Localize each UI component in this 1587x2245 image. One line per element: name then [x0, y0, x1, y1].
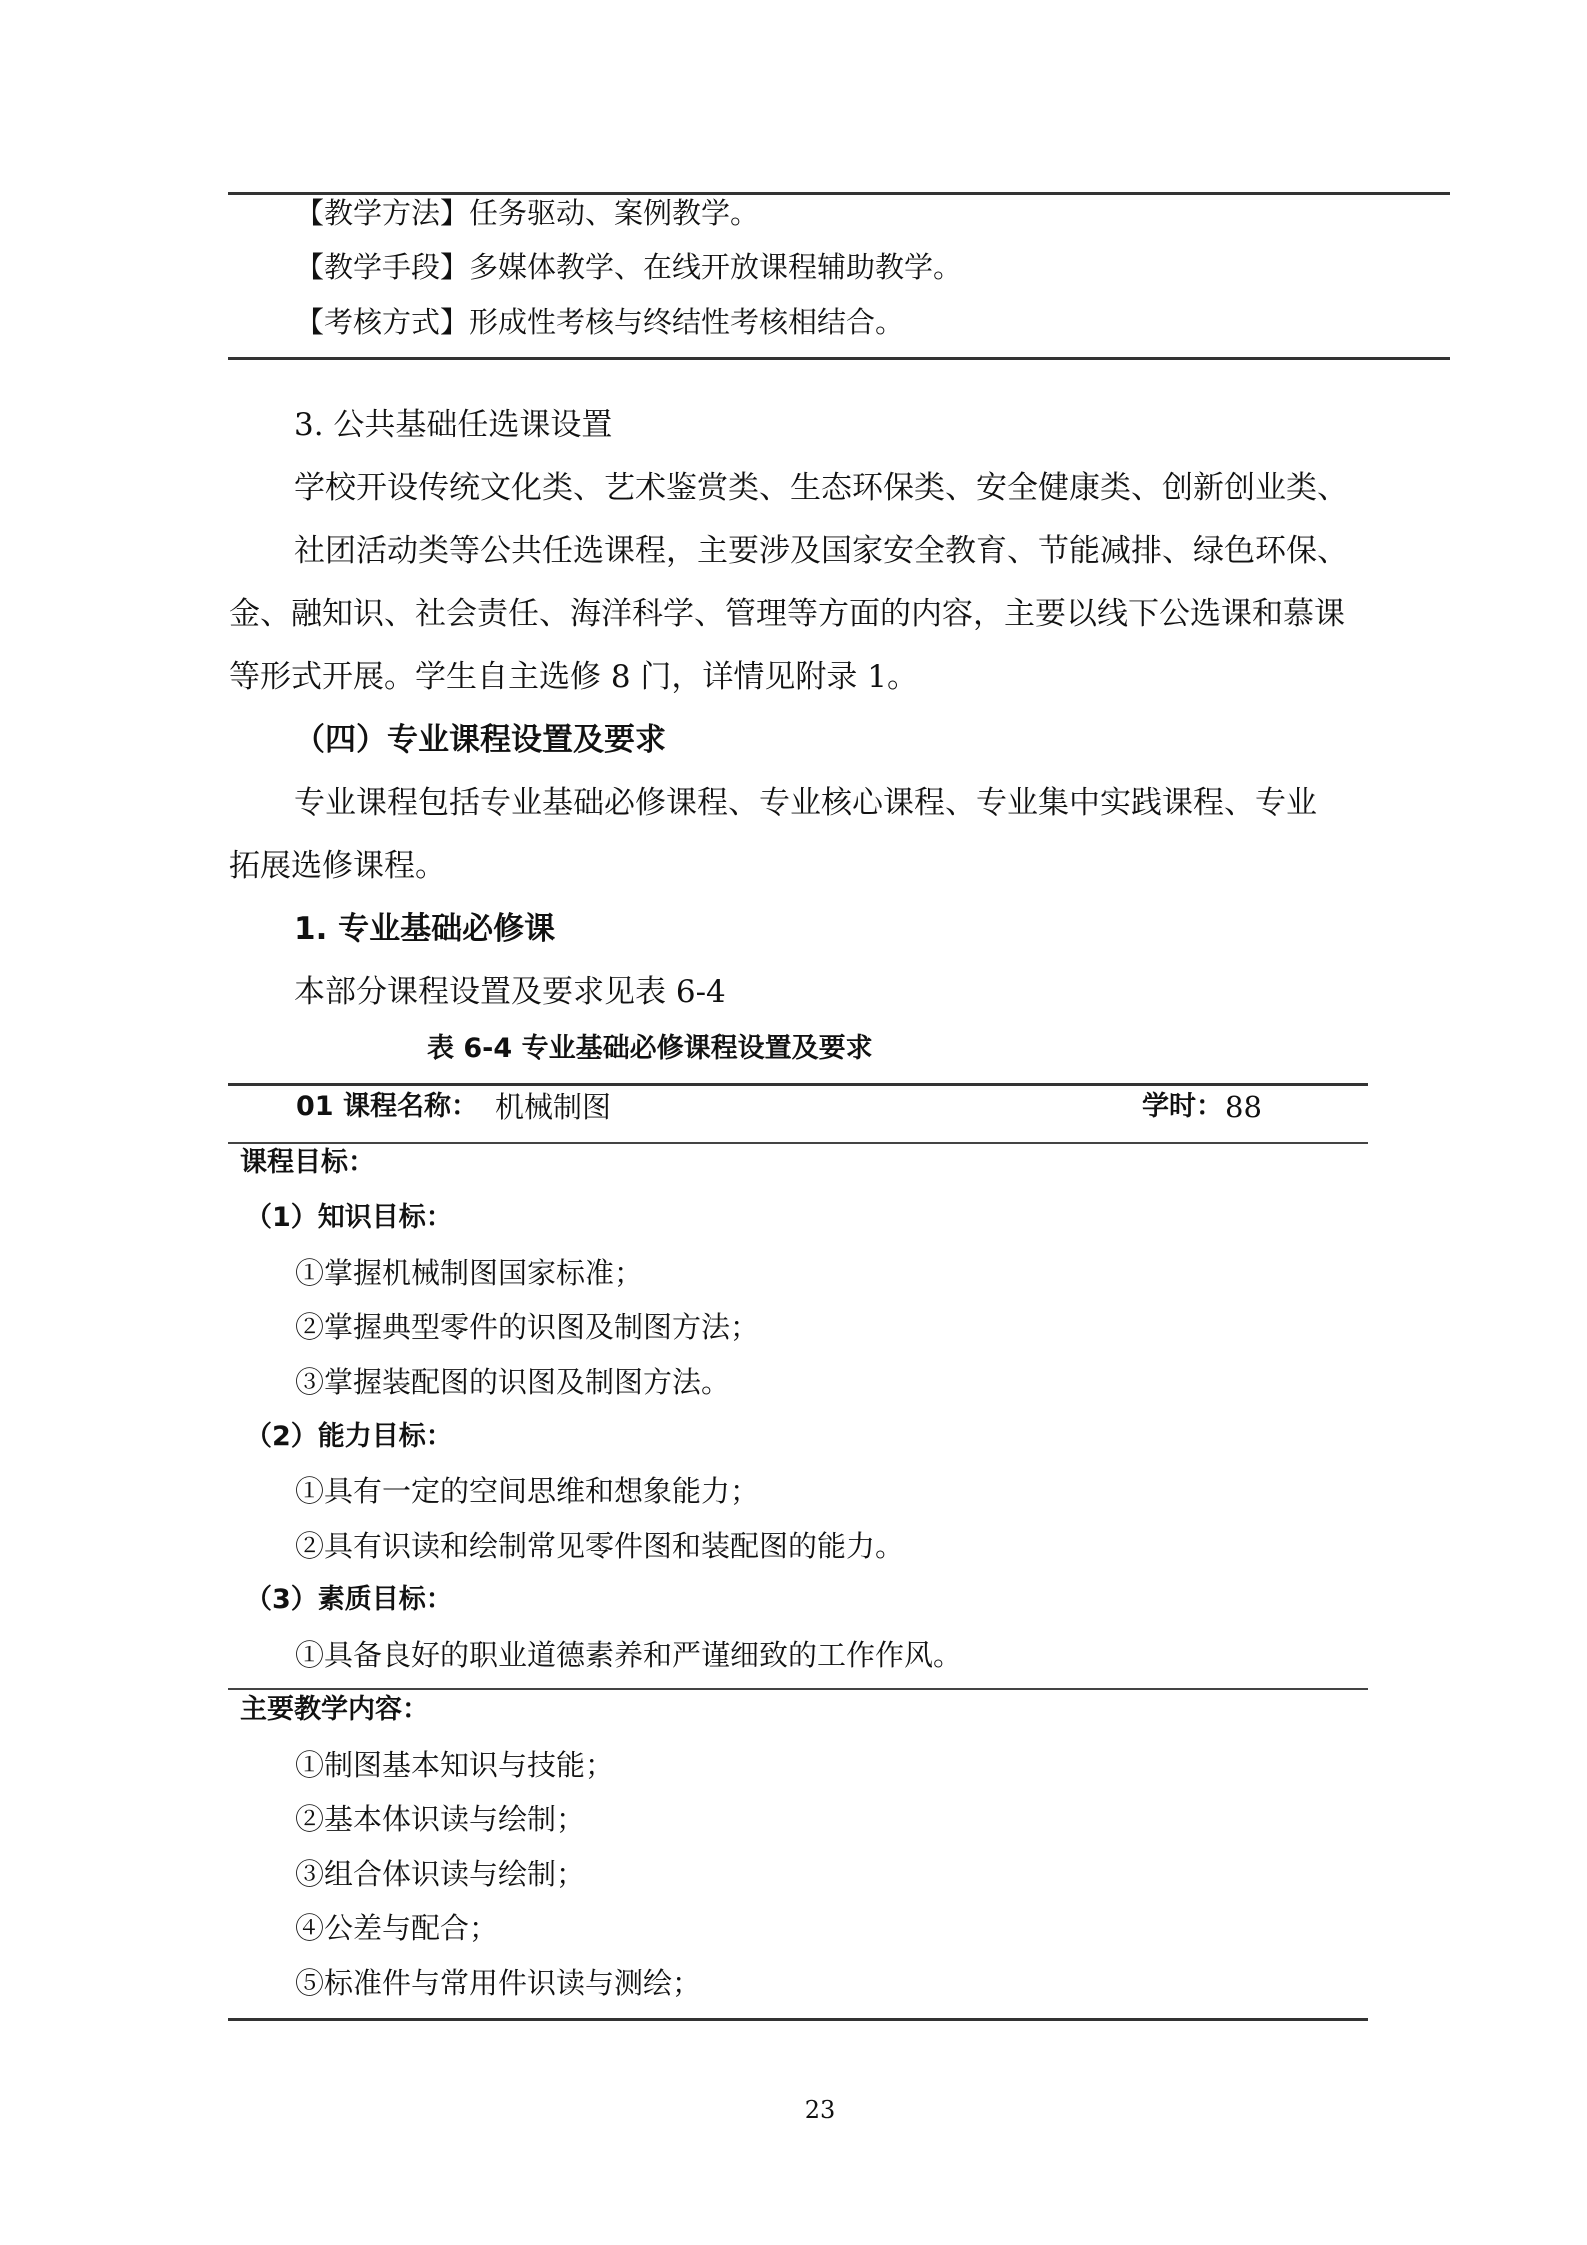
section4-line-2: 拓展选修课程。 [229, 848, 446, 884]
course-name-value: 机械制图 [495, 1090, 612, 1124]
page-number: 23 [804, 2096, 836, 2124]
prev-table-bottom-rule [228, 357, 1450, 360]
content-item-3: ③组合体识读与绘制； [295, 1857, 586, 1891]
content-item-5: ⑤标准件与常用件识读与测绘； [295, 1966, 702, 2000]
teaching-method: 【教学方法】任务驱动、案例教学。 [295, 196, 760, 230]
knowledge-item-2: ②掌握典型零件的识图及制图方法； [295, 1310, 760, 1344]
table-top-rule [228, 1083, 1368, 1086]
course-name-label: 01 课程名称： [296, 1091, 478, 1122]
hours-value: 88 [1225, 1090, 1262, 1124]
ability-item-1: ①具有一定的空间思维和想象能力； [295, 1474, 760, 1508]
content-item-4: ④公差与配合； [295, 1911, 499, 1945]
knowledge-item-3: ③掌握装配图的识图及制图方法。 [295, 1365, 731, 1399]
quality-label: （3）素质目标： [245, 1584, 453, 1615]
section3-line-3: 金、融知识、社会责任、海洋科学、管理等方面的内容，主要以线下公选课和慕课 [229, 596, 1345, 632]
table-row-divider-1 [228, 1142, 1368, 1144]
section3-line-2: 社团活动类等公共任选课程，主要涉及国家安全教育、节能减排、绿色环保、 [294, 533, 1348, 569]
ability-item-2: ②具有识读和绘制常见零件图和装配图的能力。 [295, 1529, 905, 1563]
section3-line-1: 学校开设传统文化类、艺术鉴赏类、生态环保类、安全健康类、创新创业类、 [294, 470, 1348, 506]
section3-heading: 3. 公共基础任选课设置 [294, 407, 613, 443]
objectives-label: 课程目标： [240, 1147, 375, 1178]
quality-item-1: ①具备良好的职业道德素养和严谨细致的工作作风。 [295, 1638, 963, 1672]
section4-line-1: 专业课程包括专业基础必修课程、专业核心课程、专业集中实践课程、专业 [294, 785, 1317, 821]
subsection-heading: 1. 专业基础必修课 [294, 911, 556, 947]
knowledge-item-1: ①掌握机械制图国家标准； [295, 1256, 644, 1290]
ability-label: （2）能力目标： [245, 1421, 453, 1452]
table-bottom-rule [228, 2018, 1368, 2021]
content-item-2: ②基本体识读与绘制； [295, 1802, 586, 1836]
table-caption: 表 6-4 专业基础必修课程设置及要求 [427, 1033, 873, 1064]
knowledge-label: （1）知识目标： [245, 1202, 453, 1233]
content-item-1: ①制图基本知识与技能； [295, 1748, 615, 1782]
assessment-method: 【考核方式】形成性考核与终结性考核相结合。 [295, 305, 905, 339]
section4-heading: （四）专业课程设置及要求 [294, 722, 666, 758]
subsection-text: 本部分课程设置及要求见表 6-4 [294, 974, 726, 1010]
section3-line-4: 等形式开展。学生自主选修 8 门，详情见附录 1。 [229, 659, 919, 695]
hours-label: 学时： [1142, 1091, 1223, 1122]
content-label: 主要教学内容： [240, 1694, 429, 1725]
teaching-means: 【教学手段】多媒体教学、在线开放课程辅助教学。 [295, 250, 963, 284]
